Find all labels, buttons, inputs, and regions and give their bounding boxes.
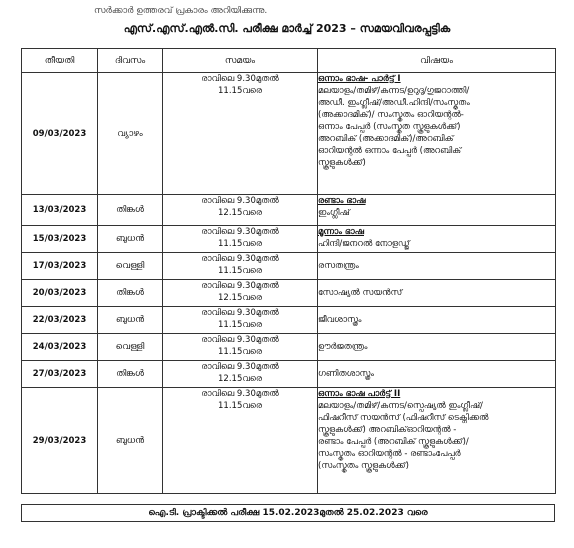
subject-line: അഡീ. ഇംഗ്ലീഷ്/അഡീ.ഹിന്ദി/സംസ്കൃതം — [318, 98, 470, 108]
subject-line: ജീവശാസ്ത്രം — [318, 315, 362, 325]
time-line: 11.15വരെ — [218, 239, 262, 249]
time-line: രാവിലെ 9.30മുതൽ — [201, 196, 279, 206]
subject-heading: രണ്ടാം ഭാഷ — [318, 196, 366, 206]
table-row — [22, 280, 556, 307]
row-date: 29/03/2023 — [22, 388, 98, 494]
row-time — [163, 195, 318, 226]
subject-line: ഒന്നാം പേപ്പർ (സംസ്കൃത സ്കൂളുകൾക്ക്) — [318, 122, 461, 132]
table-row — [22, 226, 556, 253]
header-time: സമയം — [163, 49, 318, 73]
time-line: രാവിലെ 9.30മുതൽ — [201, 254, 279, 264]
subject-line: സ്കൂളുകൾക്ക്) അറബിക്ഓറിയന്റൽ - — [318, 425, 457, 435]
row-date: 17/03/2023 — [22, 253, 98, 280]
timetable-body — [22, 73, 556, 494]
row-day: വെള്ളി — [98, 334, 163, 361]
row-time — [163, 334, 318, 361]
row-day: തിങ്കൾ — [98, 361, 163, 388]
time-line: രാവിലെ 9.30മുതൽ — [201, 74, 279, 84]
subject-line: മലയാളം/തമിഴ്/കന്നട/ഉറുദു/ഗുജറാത്തി/ — [318, 86, 470, 96]
subject-line: സംസ്കൃതം ഓറിയന്റൽ - രണ്ടാംപേപ്പർ — [318, 449, 461, 459]
time-line: 11.15വരെ — [218, 266, 262, 276]
subject-heading: മൂന്നാം ഭാഷ — [318, 227, 364, 237]
row-subject — [318, 280, 556, 307]
time-line: 12.15വരെ — [218, 293, 262, 303]
row-date: 24/03/2023 — [22, 334, 98, 361]
header-day: ദിവസം — [98, 49, 163, 73]
header-date: തീയതി — [22, 49, 98, 73]
row-date: 27/03/2023 — [22, 361, 98, 388]
table-row — [22, 361, 556, 388]
table-row — [22, 73, 556, 195]
time-line: 12.15വരെ — [218, 208, 262, 218]
row-day: തിങ്കൾ — [98, 195, 163, 226]
table-row — [22, 334, 556, 361]
timetable — [21, 48, 556, 494]
row-day: ബുധൻ — [98, 388, 163, 494]
row-subject — [318, 361, 556, 388]
row-time — [163, 73, 318, 195]
time-line: 12.15വരെ — [218, 374, 262, 384]
subject-line: ഫിഷറീസ് സയൻസ് (ഫിഷറീസ് ടെക്നിക്കൽ — [318, 413, 489, 423]
table-row — [22, 253, 556, 280]
intro-text: സർക്കാർ ഉത്തരവ് പ്രകാരം അറിയിക്കുന്നു. — [94, 6, 268, 16]
time-line: രാവിലെ 9.30മുതൽ — [201, 335, 279, 345]
subject-line: അറബിക് (അക്കാദമിക്)/അറബിക് — [318, 134, 454, 144]
row-subject — [318, 253, 556, 280]
time-line: രാവിലെ 9.30മുതൽ — [201, 308, 279, 318]
row-subject — [318, 73, 556, 195]
row-subject — [318, 334, 556, 361]
time-line: 11.15വരെ — [218, 347, 262, 357]
subject-line: സ്കൂളുകൾക്ക്) — [318, 158, 366, 168]
subject-line: മലയാളം/തമിഴ്/കന്നട/സ്പെഷ്യൽ ഇംഗ്ലീഷ്/ — [318, 401, 483, 411]
subject-heading: ഒന്നാം ഭാഷ പാർട്ട് II — [318, 389, 401, 399]
row-date: 15/03/2023 — [22, 226, 98, 253]
subject-line: ഇംഗ്ലീഷ് — [318, 208, 350, 218]
row-day: ബുധൻ — [98, 307, 163, 334]
row-date: 20/03/2023 — [22, 280, 98, 307]
time-line: രാവിലെ 9.30മുതൽ — [201, 281, 279, 291]
subject-line: രസതന്ത്രം — [318, 261, 359, 271]
row-date: 09/03/2023 — [22, 73, 98, 195]
row-day: ബുധൻ — [98, 226, 163, 253]
row-time — [163, 361, 318, 388]
row-date: 22/03/2023 — [22, 307, 98, 334]
row-time — [163, 280, 318, 307]
header-subject: വിഷയം — [318, 49, 556, 73]
footer-note: ഐ.ടി. പ്രാക്ടിക്കൽ പരീക്ഷ 15.02.2023മുതൽ 25.02.2023 വരെ — [21, 504, 555, 522]
subject-line: ഊർജതന്ത്രം — [318, 342, 368, 352]
subject-line: (അക്കാദമിക്)/ സംസ്കൃതം ഓറിയന്റൽ- — [318, 110, 464, 120]
time-line: രാവിലെ 9.30മുതൽ — [201, 227, 279, 237]
row-time — [163, 388, 318, 494]
row-subject — [318, 307, 556, 334]
row-time — [163, 253, 318, 280]
table-row — [22, 195, 556, 226]
table-row — [22, 307, 556, 334]
row-subject — [318, 195, 556, 226]
row-date: 13/03/2023 — [22, 195, 98, 226]
time-line: 11.15വരെ — [218, 401, 262, 411]
row-time — [163, 307, 318, 334]
row-subject — [318, 226, 556, 253]
subject-line: ഗണിതശാസ്ത്രം — [318, 369, 374, 379]
subject-heading: ഒന്നാം ഭാഷ- പാർട്ട് I — [318, 74, 401, 84]
time-line: 11.15വരെ — [218, 86, 262, 96]
time-line: രാവിലെ 9.30മുതൽ — [201, 389, 279, 399]
row-time — [163, 226, 318, 253]
page-title: എസ്.എസ്.എൽ.സി. പരീക്ഷ മാർച്ച് 2023 – സമയവിവരപ്പട്ടിക — [123, 22, 451, 35]
subject-line: സോഷ്യൽ സയൻസ് — [318, 288, 403, 298]
subject-line: (സംസ്കൃതം സ്കൂളുകൾക്ക്) — [318, 461, 409, 471]
time-line: രാവിലെ 9.30മുതൽ — [201, 362, 279, 372]
row-day: തിങ്കൾ — [98, 280, 163, 307]
row-day: വ്യാഴം — [98, 73, 163, 195]
row-day: വെള്ളി — [98, 253, 163, 280]
time-line: 11.15വരെ — [218, 320, 262, 330]
subject-line: ഹിന്ദി/ജനറൽ നോളഡ്ജ് — [318, 239, 410, 249]
subject-line: ഓറിയന്റൽ ഒന്നാം പേപ്പർ (അറബിക് — [318, 146, 462, 156]
table-header-row — [22, 49, 556, 73]
row-subject — [318, 388, 556, 494]
subject-line: രണ്ടാം പേപ്പർ (അറബിക് സ്കൂളുകൾക്ക്)/ — [318, 437, 469, 447]
table-row — [22, 388, 556, 494]
